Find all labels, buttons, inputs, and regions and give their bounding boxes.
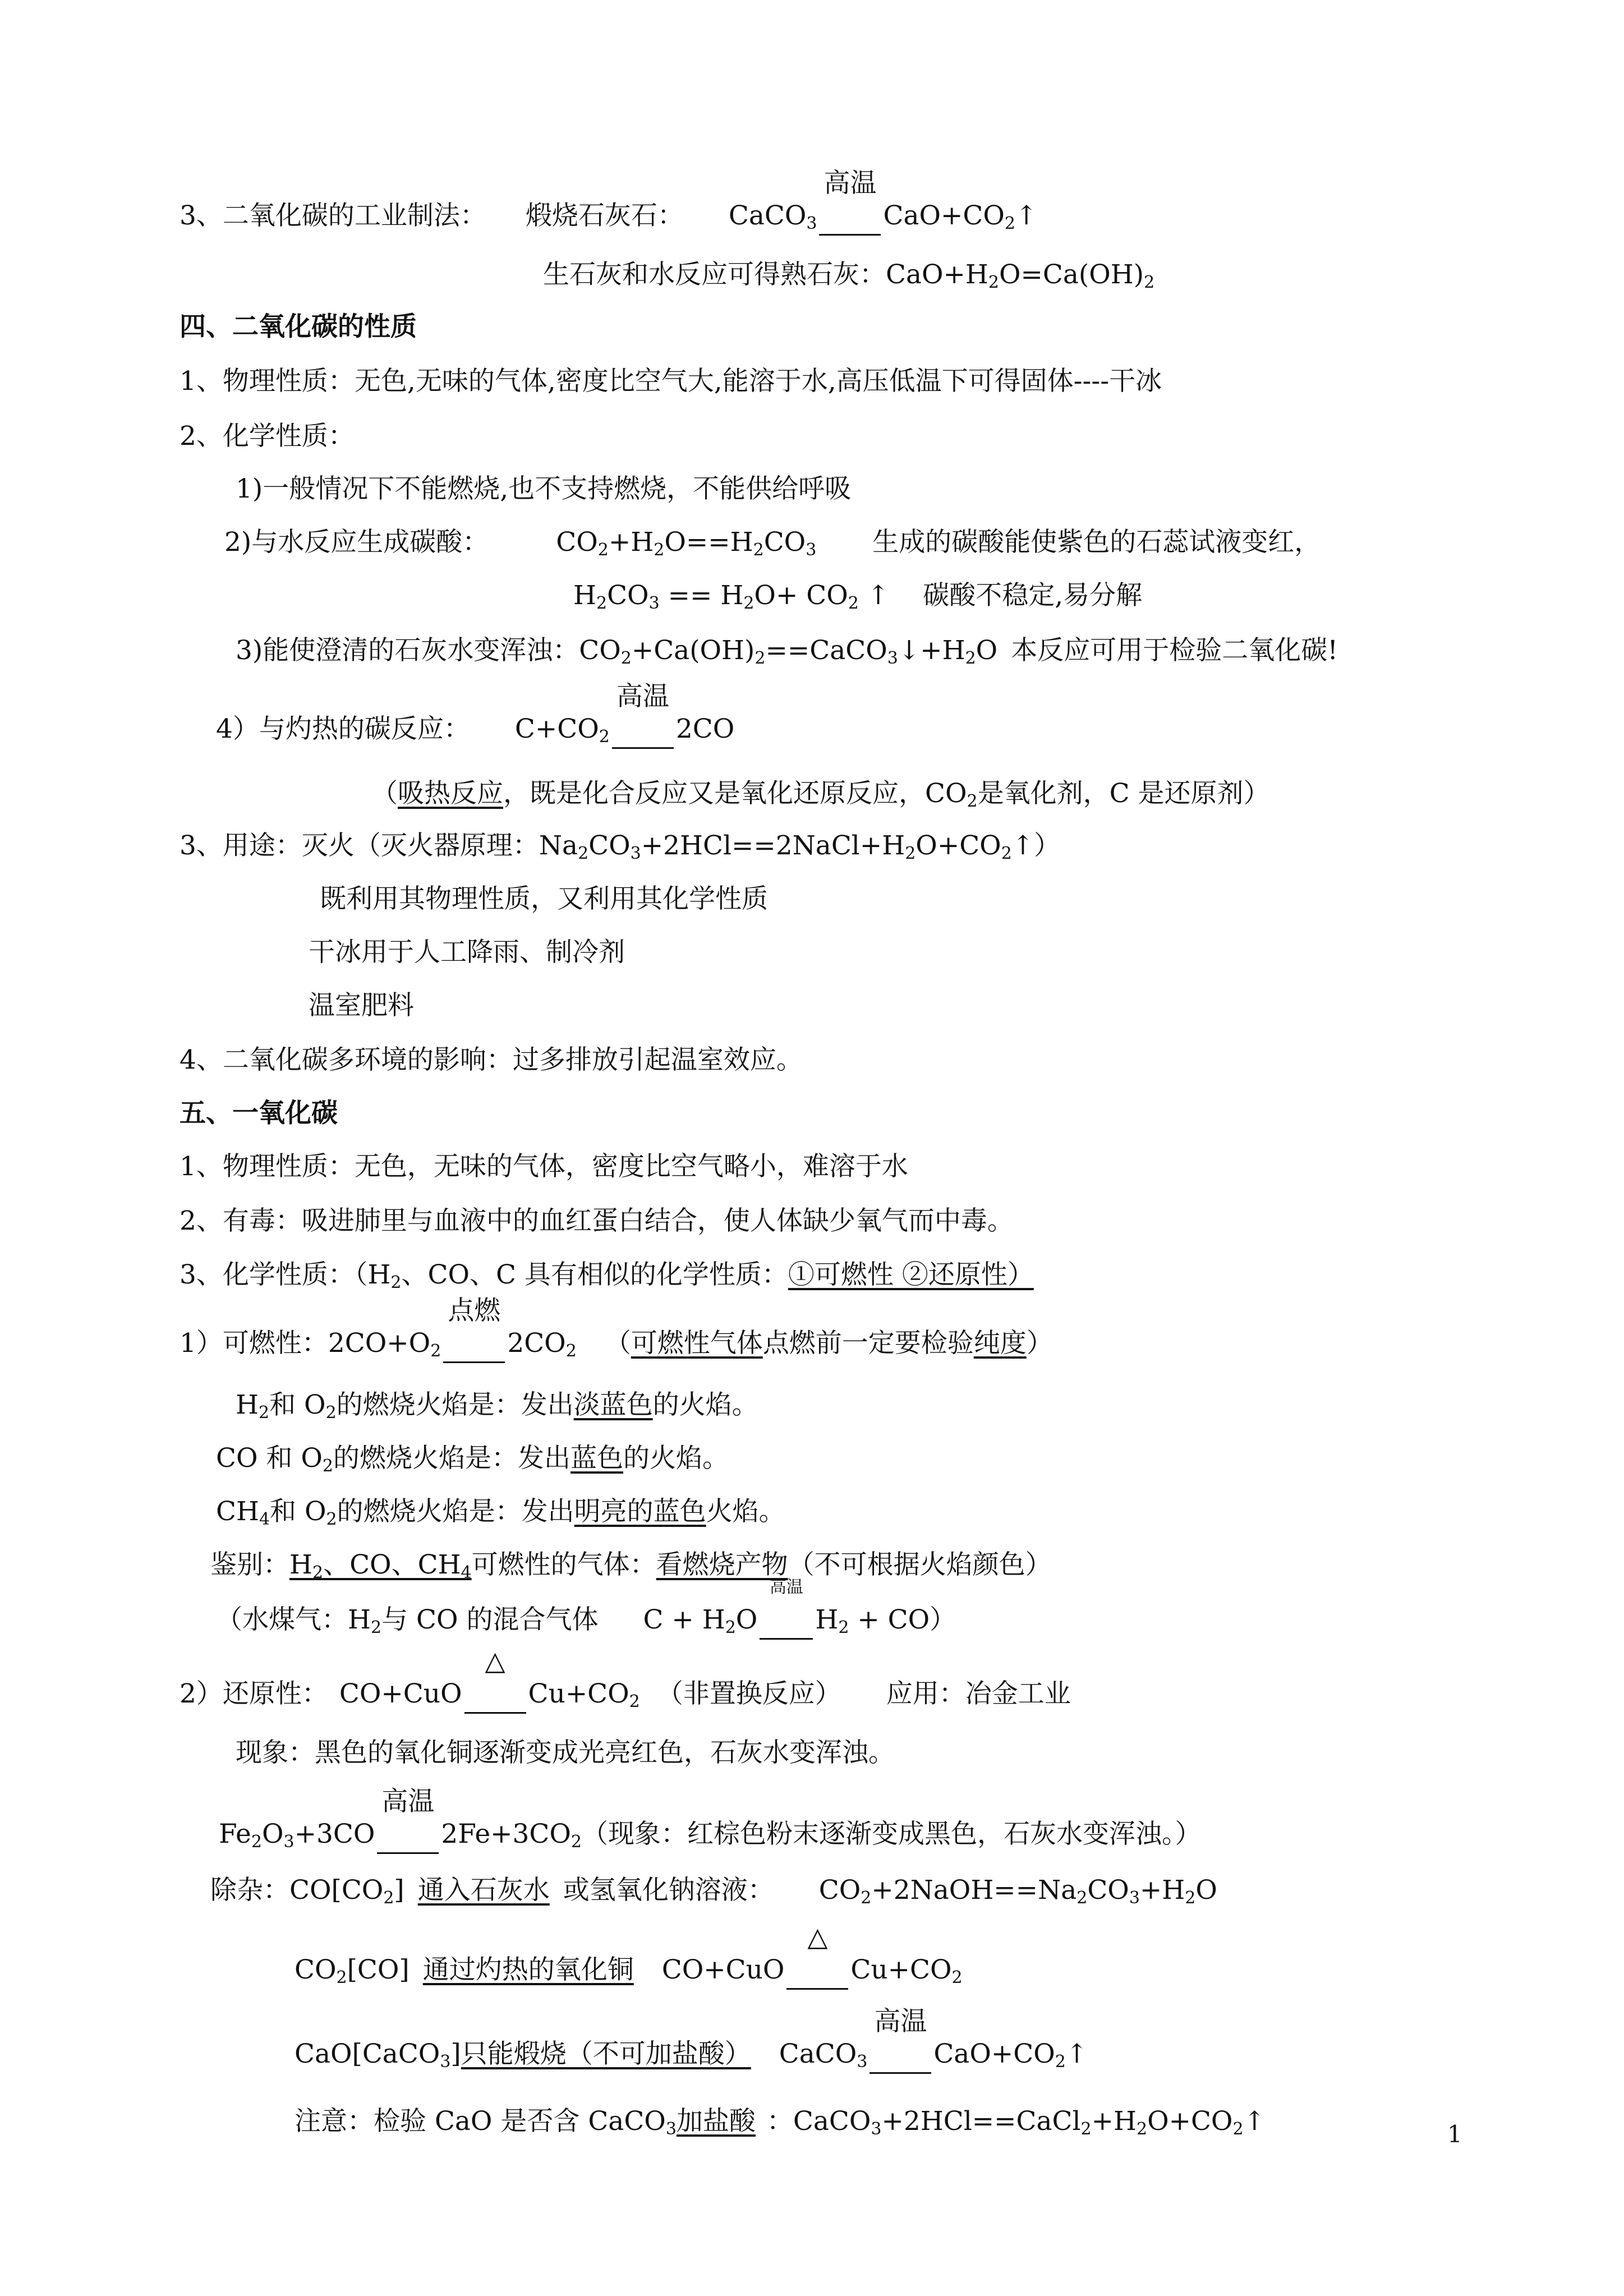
co2-chem-item-4: 4）与灼热的碳反应： $C+CO_2$ 高温 2CO	[216, 712, 734, 749]
fe2o3-reaction: $Fe_2O_3+3CO$ 高温 $2Fe+3CO_2$（现象：红棕色粉末逐渐变成黑色，石灰水变浑浊。）	[219, 1818, 1202, 1854]
co-physical-properties: 1、物理性质：无色，无味的气体，密度比空气略小，难溶于水	[180, 1151, 908, 1182]
co2-chem-item-4-note: （吸热反应，既是化合反应又是氧化还原反应，$CO_2$是氧化剂，C 是还原剂）	[371, 778, 1270, 811]
purification-cao: CaO[CaCO$_3$]只能煅烧（不可加盐酸） CaCO$_3$ 高温 $CaO+CO_2↑$	[295, 2037, 1088, 2074]
co2-chem-item-3: 3)能使澄清的石灰水变浑浊：$CO_2+Ca(OH)_2==CaCO_3↓+H_2O$ 本反应可用于检验二氧化碳!	[236, 635, 1338, 668]
co2-use-2: 既利用其物理性质，又利用其化学性质	[320, 884, 768, 914]
condition-high-temp: 高温	[612, 712, 674, 749]
co-combustibility: 1）可燃性：$2CO+O_2$ 点燃 $2CO_2$ （可燃性气体点燃前一定要检验纯度）	[180, 1327, 1053, 1363]
co2-chemical-label: 2、化学性质：	[180, 421, 355, 452]
page-number: 1	[1447, 2120, 1462, 2148]
co2-uses: 3、用途：灭火（灭火器原理：$Na_2CO_3+2HCl==2NaCl+H_2O+CO_2↑$）	[180, 830, 1061, 863]
industrial-production-line: 3、二氧化碳的工业制法： 煅烧石灰石： CaCO$_3$ 高温 $CaO+CO_2↑$	[180, 199, 1037, 236]
co-reduction-phenomenon: 现象：黑色的氧化铜逐渐变成光亮红色，石灰水变浑浊。	[236, 1737, 895, 1768]
co-reduction: 2）还原性： CO+CuO △ $Cu+CO_2$ （非置换反应） 应用：冶金工业	[180, 1677, 1071, 1714]
co2-environment: 4、二氧化碳多环境的影响：过多排放引起温室效应。	[180, 1045, 803, 1075]
purification-co: 除杂：$CO[CO_2]$ 通入石灰水 或氢氧化钠溶液： $CO_2+2NaOH==Na_2CO_3+H_2O$	[210, 1875, 1217, 1908]
condition-high-temp: 高温	[869, 2037, 931, 2074]
quicklime-line: 生石灰和水反应可得熟石灰：$CaO+H_2O=Ca(OH)_2$	[543, 259, 1155, 292]
condition-high-temp: 高温	[760, 1603, 813, 1640]
section-heading-5: 五、一氧化碳	[180, 1098, 338, 1129]
flame-ch4: $CH_4$和 $O_2$的燃烧火焰是：发出明亮的蓝色火焰。	[216, 1496, 785, 1529]
co2-chem-item-1: 1)一般情况下不能燃烧,也不支持燃烧，不能供给呼吸	[236, 473, 852, 504]
flame-co: CO 和 $O_2$的燃烧火焰是：发出蓝色的火焰。	[216, 1443, 729, 1476]
co-chemical-properties: 3、化学性质：（$H_2$、CO、C 具有相似的化学性质：①可燃性 ②还原性）	[180, 1259, 1034, 1292]
co2-chem-item-2b: $H_2CO_3 == H_2O+ CO_2$ ↑ 碳酸不稳定,易分解	[573, 580, 1143, 613]
note-test-cao: 注意：检验 CaO 是否含 CaCO$_3$加盐酸 ：$CaCO_3+2HCl==CaCl_2+H_2O+CO_2↑$	[295, 2106, 1266, 2139]
condition-high-temp: 高温	[377, 1818, 439, 1854]
co-toxicity: 2、有毒：吸进肺里与血液中的血红蛋白结合，使人体缺少氧气而中毒。	[180, 1205, 1014, 1236]
condition-ignite: 点燃	[443, 1327, 505, 1363]
flame-h2: $H_2$和 $O_2$的燃烧火焰是：发出淡蓝色的火焰。	[236, 1389, 758, 1423]
co2-physical-properties: 1、物理性质：无色,无味的气体,密度比空气大,能溶于水,高压低温下可得固体----干冰	[180, 366, 1162, 397]
section-heading-4: 四、二氧化碳的性质	[180, 311, 417, 342]
co2-use-4: 温室肥料	[309, 990, 414, 1021]
co2-chem-item-2: 2)与水反应生成碳酸： $CO_2+H_2O==H_2CO_3$ 生成的碳酸能使紫色的石蕊试液变红，	[224, 527, 1321, 560]
condition-high-temp: 高温	[819, 199, 881, 236]
identify-gases: 鉴别：$H_2$、CO、$CH_4$可燃性的气体：看燃烧产物（不可根据火焰颜色）	[210, 1549, 1052, 1582]
condition-heat: △	[786, 1953, 848, 1990]
co2-use-3: 干冰用于人工降雨、制冷剂	[309, 937, 625, 968]
condition-heat: △	[464, 1677, 526, 1714]
water-gas: （水煤气：$H_2$与 CO 的混合气体 $C + H_2O$ 高温 $H_2 + CO$）	[216, 1603, 956, 1640]
purification-co2: $CO_2[CO]$ 通过灼热的氧化铜 CO+CuO △ $Cu+CO_2$	[295, 1953, 963, 1990]
